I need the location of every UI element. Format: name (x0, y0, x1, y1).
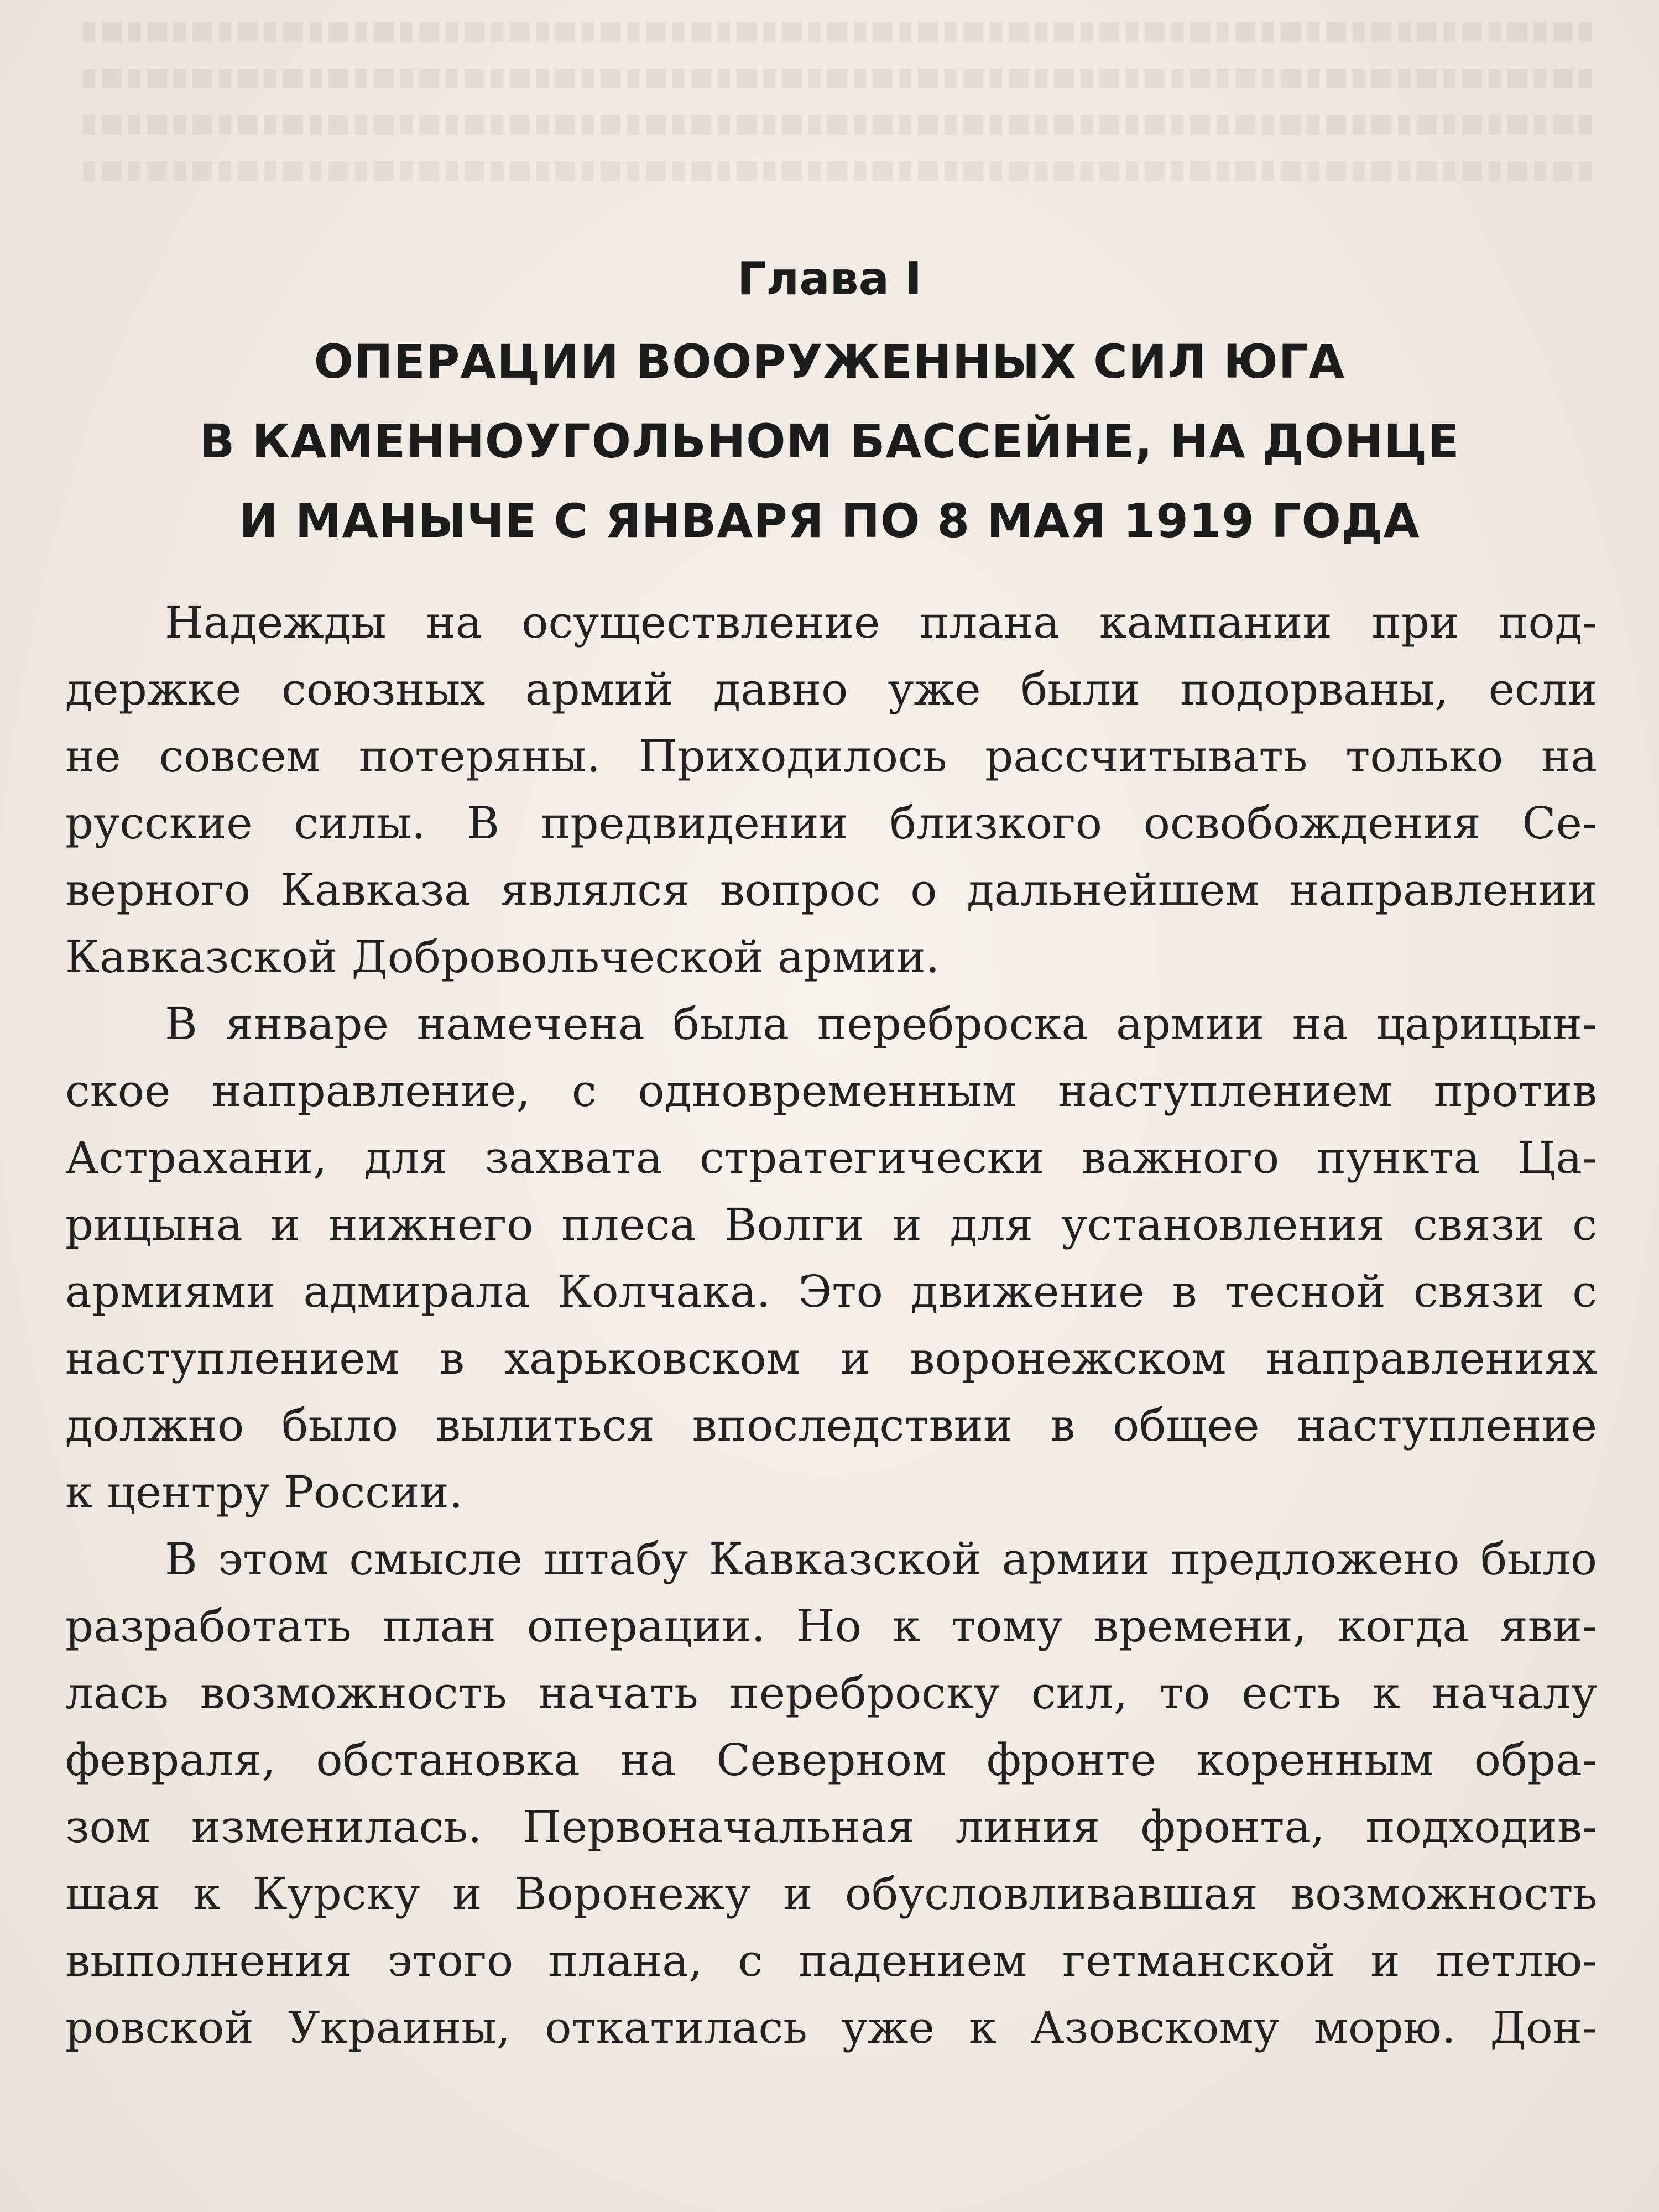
chapter-title-line: ОПЕРАЦИИ ВООРУЖЕННЫХ СИЛ ЮГА (314, 335, 1345, 389)
chapter-heading (66, 249, 1593, 561)
text-line: держке союзных армий давно уже были подорваны, если (65, 664, 1597, 715)
text-line: наступлением в харьковском и воронежском направлениях (65, 1333, 1597, 1384)
text-line: не совсем потеряны. Приходилось рассчитывать только на (65, 731, 1597, 782)
chapter-title (66, 322, 1593, 561)
text-line: армиями адмирала Колчака. Это движение в тесной связи с (65, 1266, 1597, 1317)
text-line: лась возможность начать переброску сил, то есть к началу (65, 1667, 1597, 1719)
text-line: шая к Курску и Воронежу и обусловливавшая возможность (65, 1868, 1597, 1919)
text-line: разработать план операции. Но к тому времени, когда яви- (65, 1600, 1597, 1652)
text-line: ровской Украины, откатилась уже к Азовскому морю. Дон- (65, 2002, 1597, 2053)
paragraph (65, 1526, 1597, 2061)
text-line: рицына и нижнего плеса Волги и для установления связи с (65, 1199, 1597, 1250)
text-line: к центру России. (65, 1467, 463, 1518)
body-text (65, 589, 1597, 2061)
bleed-through-text (83, 22, 1598, 232)
text-line: зом изменилась. Первоначальная линия фронта, подходив- (65, 1801, 1597, 1853)
text-line: В этом смысле штабу Кавказской армии предложено было (165, 1533, 1597, 1585)
text-line: верного Кавказа являлся вопрос о дальнейшем направлении (65, 864, 1597, 916)
text-line: Надежды на осуществление плана кампании при под- (165, 597, 1597, 648)
paragraph (65, 990, 1597, 1526)
text-line: февраля, обстановка на Северном фронте коренным обра- (65, 1734, 1597, 1786)
text-line: Астрахани, для захвата стратегически важного пункта Ца- (65, 1132, 1597, 1183)
text-line: русские силы. В предвидении близкого освобождения Се- (65, 797, 1597, 849)
text-line: выполнения этого плана, с падением гетманской и петлю- (65, 1935, 1597, 1986)
text-line: Кавказской Добровольческой армии. (65, 931, 940, 983)
chapter-title-line: В КАМЕННОУГОЛЬНОМ БАССЕЙНЕ, НА ДОНЦЕ (199, 414, 1460, 468)
text-line: должно было вылиться впоследствии в общее наступление (65, 1400, 1597, 1451)
text-line: В январе намечена была переброска армии на царицын- (165, 998, 1597, 1050)
text-line: ское направление, с одновременным наступлением против (65, 1065, 1597, 1117)
paragraph (65, 589, 1597, 990)
chapter-number: Глава I (737, 253, 922, 305)
chapter-title-line: И МАНЫЧЕ С ЯНВАРЯ ПО 8 МАЯ 1919 ГОДА (239, 494, 1420, 548)
